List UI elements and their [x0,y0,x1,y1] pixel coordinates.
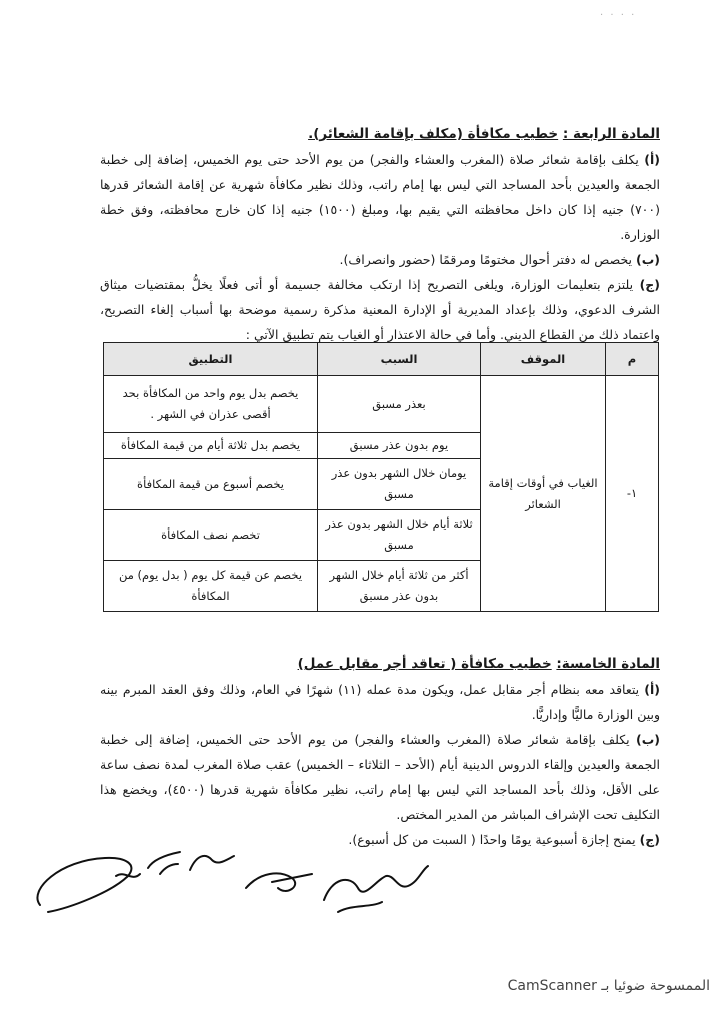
article-4-section [100,122,660,347]
clause-b-label: (ب) [636,732,660,747]
article-4-clause-b [100,247,660,272]
clause-c-label: (ج) [639,277,660,292]
header-cause: السبب [318,343,481,376]
action-cell: يخصم عن قيمة كل يوم ( بدل يوم) من المكافأة [104,561,318,612]
signature-stroke [37,858,131,912]
header-m: م [606,343,659,376]
article-5-section [100,652,660,852]
clause-b-text: يكلف بإقامة شعائر صلاة (المغرب والعشاء والفجر) من يوم الأحد حتى الخميس، إضافة إلى خطبة الجمعة والعيدين وإلقاء الدروس الدينية أيام (الأحد – الثلاثاء – الخميس) عقب صلاة المغرب لمدة نصف ساعة على الأقل، وذلك بأحد المساجد التي ليس بها إمام راتب، نظير مكافأة شهرية قدرها (٤٥٠٠)، ويخضع هذا التكليف تحت الإشراف المباشر من المدير المختص. [100,732,661,822]
clause-a-text: يكلف بإقامة شعائر صلاة (المغرب والعشاء والفجر) من يوم الأحد حتى يوم الخميس، إضافة إلى خطبة الجمعة والعيدين بأحد المساجد التي ليس بها إمام راتب، وذلك نظير مكافأة شهرية عن إقامة الشعائر قدرها (٧٠٠) جنيه إذا كان داخل محافظته التي يقيم بها، ومبلغ (١٥٠٠) جنيه إذا كان خارج محافظته، وفق خطة الوزارة. [100,152,661,242]
article-5-clause-a [100,677,660,727]
clause-b-label: (ب) [636,252,660,267]
article-4-title: خطيب مكافأة (مكلف بإقامة الشعائر). [308,126,559,142]
clause-c-text: يلتزم بتعليمات الوزارة، ويلغى التصريح إذا ارتكب مخالفة جسيمة أو أتى فعلًا يخلُّ بمقتضيات ميثاق الشرف الدعوي، وذلك بإعداد المديرية أو الإدارة المعنية مذكرة رسمية موضحة بها أسباب إلغاء التصريح، واعتماد ذلك من القطاع الديني. وأما في حالة الاعتذار أو الغياب يتم تطبيق الآتي : [100,277,660,342]
article-4-clause-a [100,147,660,247]
clause-c-label: (ج) [639,832,660,847]
header-action: التطبيق [104,343,318,376]
article-5-heading [100,652,660,677]
clause-b-text: يخصص له دفتر أحوال مختومًا ومرقمًا (حضور وانصراف). [339,252,633,267]
action-cell: يخصم أسبوع من قيمة المكافأة [104,459,318,510]
clause-a-label: (أ) [644,682,660,697]
signature-stroke [246,873,312,891]
table-header-row [104,343,659,376]
row-number-cell: ١- [606,376,659,612]
cause-cell: ثلاثة أيام خلال الشهر بدون عذر مسبق [318,510,481,561]
cause-cell: يوم بدون عذر مسبق [318,433,481,459]
scan-mark: · · · · [600,10,637,21]
signature-stroke [190,856,234,870]
article-4-clause-c [100,272,660,347]
action-cell: يخصم بدل يوم واحد من المكافأة بحد أقصى عذران في الشهر . [104,376,318,433]
article-5-title: خطيب مكافأة ( تعاقد أجر مقابل عمل) [297,656,552,672]
article-5-title-prefix: المادة الخامسة: [556,656,660,672]
article-4-title-prefix: المادة الرابعة : [562,126,660,142]
position-cell: الغياب في أوقات إقامة الشعائر [481,376,606,612]
absence-rules-table [103,342,659,612]
clause-a-label: (أ) [644,152,660,167]
clause-c-text: يمنح إجازة أسبوعية يومًا واحدًا ( السبت من كل أسبوع). [348,832,636,847]
handwritten-signatures [20,830,440,930]
table-row [104,376,659,433]
signature-stroke [324,866,428,900]
signature-stroke [338,902,382,912]
article-4-heading [100,122,660,147]
article-5-clause-b [100,727,660,827]
action-cell: يخصم بدل ثلاثة أيام من قيمة المكافأة [104,433,318,459]
cause-cell: أكثر من ثلاثة أيام خلال الشهر بدون عذر مسبق [318,561,481,612]
scanner-footer: CamScanner الممسوحة ضوئيا بـ [507,978,710,994]
cause-cell: بعذر مسبق [318,376,481,433]
signature-stroke [148,852,180,874]
clause-a-text: يتعاقد معه بنظام أجر مقابل عمل، ويكون مدة عمله (١١) شهرًا في العام، وذلك وفق العقد المبرم بينه وبين الوزارة ماليًّا وإداريًّا. [100,682,660,722]
cause-cell: يومان خلال الشهر بدون عذر مسبق [318,459,481,510]
header-position: الموقف [481,343,606,376]
action-cell: تخصم نصف المكافأة [104,510,318,561]
